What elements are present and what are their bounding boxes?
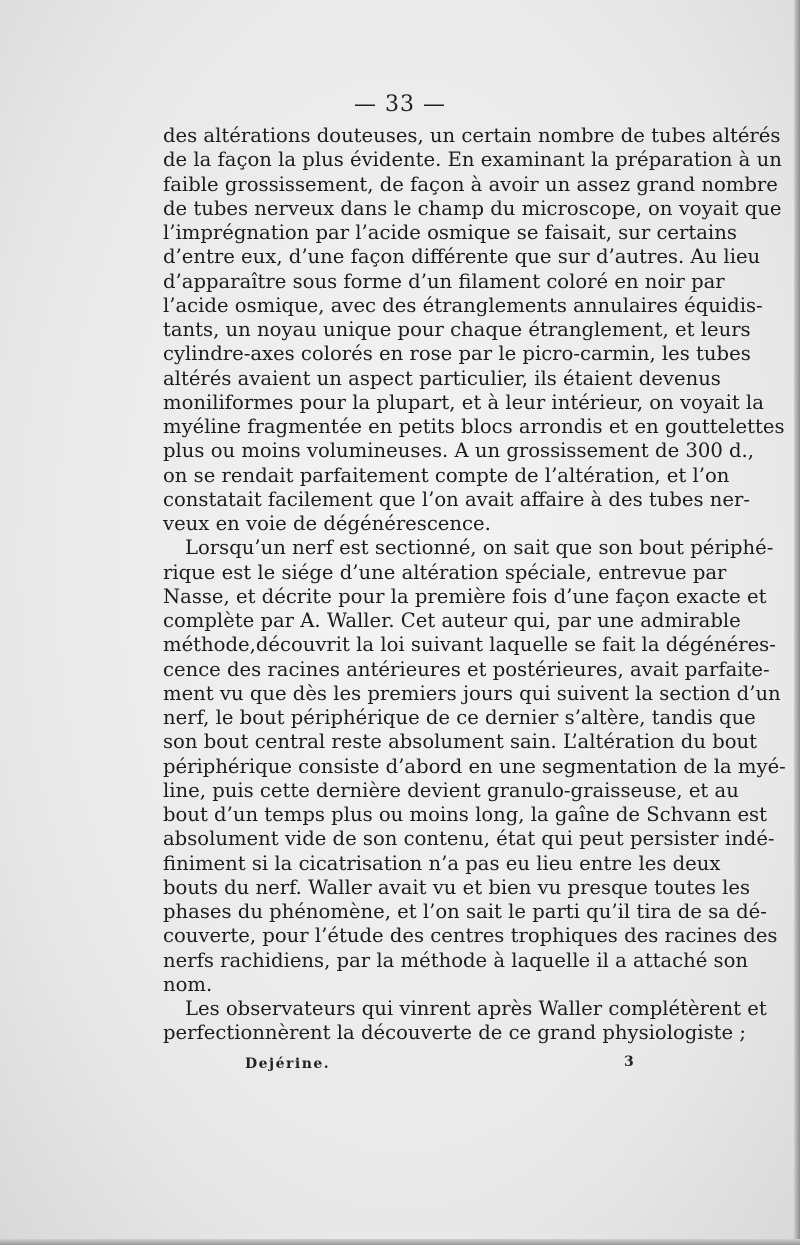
text-line: bout d’un temps plus ou moins long, la gaîne de Schvann est <box>163 803 767 826</box>
footer-author: Dejérine. <box>245 1056 331 1072</box>
text-line: altérés avaient un aspect particulier, ils étaient devenus <box>163 366 721 390</box>
text-line: phases du phénomène, et l’on sait le parti qu’il tira de sa dé- <box>163 900 767 923</box>
text-line: d’entre eux, d’une façon différente que sur d’autres. Au lieu <box>163 245 761 269</box>
text-line: d’apparaître sous forme d’un filament coloré en noir par <box>163 269 725 293</box>
text-line: Nasse, et décrite pour la première fois d’une façon exacte et <box>163 584 767 608</box>
text-line: tants, un noyau unique pour chaque étranglement, et leurs <box>163 318 751 341</box>
text-line: rique est le siége d’une altération spéciale, entrevue par <box>163 560 727 584</box>
text-line: nom. <box>163 972 213 996</box>
text-line: couverte, pour l’étude des centres trophiques des racines des <box>163 924 778 948</box>
text-line: perfectionnèrent la découverte de ce grand physiologiste ; <box>163 1021 746 1045</box>
page-edge-shadow-bottom <box>0 1239 800 1245</box>
text-line: cylindre-axes colorés en rose par le picro-carmin, les tubes <box>163 342 751 366</box>
signature-mark: 3 <box>624 1054 634 1070</box>
paragraph <box>163 536 786 997</box>
text-line: constatait facilement que l’on avait affaire à des tubes ner- <box>163 487 750 511</box>
page-edge-shadow <box>794 0 800 1245</box>
text-line: l’acide osmique, avec des étranglements annulaires équidis- <box>163 293 763 317</box>
page-number: — 33 — <box>354 92 446 117</box>
text-line: moniliformes pour la plupart, et à leur intérieur, on voyait la <box>163 390 764 414</box>
text-line: on se rendait parfaitement compte de l’altération, et l’on <box>163 463 730 487</box>
text-line: line, puis cette dernière devient granulo-graisseuse, et au <box>163 778 739 802</box>
text-line: périphérique consiste d’abord en une segmentation de la myé- <box>163 754 786 778</box>
text-line: Les observateurs qui vinrent après Waller complétèrent et <box>185 997 767 1020</box>
text-line: bouts du nerf. Waller avait vu et bien vu presque toutes les <box>163 875 751 899</box>
text-line: nerf, le bout périphérique de ce dernier s’altère, tandis que <box>163 706 756 729</box>
text-line: son bout central reste absolument sain. L’altération du bout <box>163 730 758 754</box>
text-line: absolument vide de son contenu, état qui peut persister indé- <box>163 827 775 851</box>
text-line: ment vu que dès les premiers jours qui suivent la section d’un <box>163 681 781 705</box>
paragraph <box>163 124 785 536</box>
text-line: Lorsqu’un nerf est sectionné, on sait que son bout périphé- <box>185 536 774 560</box>
text-line: méthode,découvrit la loi suivant laquelle se fait la dégénéres- <box>163 633 776 657</box>
text-line: plus ou moins volumineuses. A un grossissement de 300 d., <box>163 439 755 463</box>
text-line: nerfs rachidiens, par la méthode à laquelle il a attaché son <box>163 948 749 972</box>
text-line: myéline fragmentée en petits blocs arrondis et en gouttelettes <box>163 415 785 438</box>
text-line: l’imprégnation par l’acide osmique se faisait, sur certains <box>163 221 737 244</box>
text-line: de tubes nerveux dans le champ du microscope, on voyait que <box>163 196 782 220</box>
text-line: cence des racines antérieures et postérieures, avait parfaite- <box>163 657 770 681</box>
text-line: de la façon la plus évidente. En examinant la préparation à un <box>163 148 782 172</box>
text-line: finiment si la cicatrisation n’a pas eu lieu entre les deux <box>163 851 721 875</box>
paragraph <box>163 997 767 1046</box>
text-line: veux en voie de dégénérescence. <box>163 512 491 535</box>
body-text <box>163 124 786 1046</box>
text-line: des altérations douteuses, un certain nombre de tubes altérés <box>163 124 781 147</box>
text-line: complète par A. Waller. Cet auteur qui, par une admirable <box>163 609 741 632</box>
text-line: faible grossissement, de façon à avoir un assez grand nombre <box>163 172 778 196</box>
